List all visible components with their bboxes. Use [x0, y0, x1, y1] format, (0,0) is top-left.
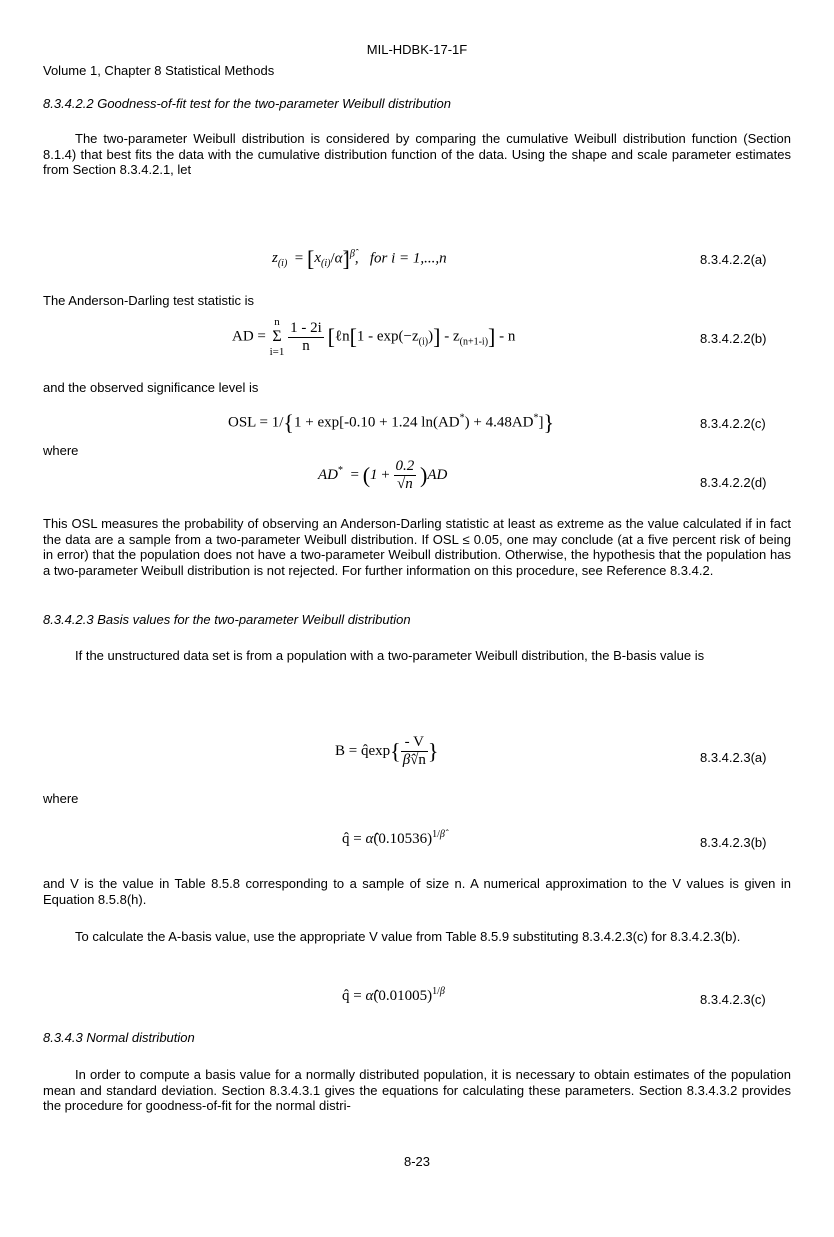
paragraph-osl-interpretation: This OSL measures the probability of observing an Anderson-Darling statistic at least as extreme as the value calculated if in fact the data are a sample from a two-parameter Weibull distribution. If OSL ≤ 0.05, one may conclude (at a five percent risk of being in error) that the population does not have a two-parameter Weibull distribution. Otherwise, the hypothesis that the population has a two-parameter Weibull distribution is not rejected. For further information on this procedure, see Reference 8.3.4.2.: [43, 516, 791, 578]
paragraph-a-basis: To calculate the A-basis value, use the appropriate V value from Table 8.5.9 substituting 8.3.4.2.3(c) for 8.3.4.2.3(b).: [75, 929, 741, 944]
paragraph-ad-intro: The Anderson-Darling test statistic is: [43, 293, 254, 308]
chapter-header: Volume 1, Chapter 8 Statistical Methods: [43, 63, 275, 78]
doc-id-header: MIL-HDBK-17-1F: [366, 42, 468, 57]
paragraph-v-table: and V is the value in Table 8.5.8 corresponding to a sample of size n. A numerical approximation to the V values is given in Equation 8.5.8(h).: [43, 876, 791, 907]
where-label: where: [43, 443, 79, 458]
page-number: 8-23: [403, 1154, 431, 1169]
equation-q-hat-c: q̂ = $\alphâ(0.01005)^{1/\beta}$: [342, 986, 445, 1004]
equation-label: 8.3.4.2.3(a): [700, 750, 767, 765]
equation-ad-star: AD* = (1 + $\frac{0.2}{√n}$ )AD: [318, 458, 448, 492]
section-heading-goodness-of-fit: 8.3.4.2.2 Goodness-of-fit test for the two-parameter Weibull distribution: [43, 96, 452, 111]
equation-label: 8.3.4.2.3(c): [700, 992, 766, 1007]
where-label: where: [43, 791, 79, 806]
equation-label: 8.3.4.2.3(b): [700, 835, 767, 850]
equation-label: 8.3.4.2.2(b): [700, 331, 767, 346]
section-heading-normal: 8.3.4.3 Normal distribution: [43, 1030, 195, 1045]
equation-z-definition: $z_{(i)}$ = $[x_{(i)}/\alphâ]^{\betâ}$, for i = 1,...,n: [272, 246, 447, 271]
equation-q-hat-b: q̂ = $\alphâ(0.10536)^{1/\betâ}$: [342, 829, 445, 847]
equation-osl: OSL = 1/{1 + exp[-0.10 + 1.24 ln(AD*) + 4.48AD*]}: [228, 410, 555, 435]
equation-label: 8.3.4.2.2(d): [700, 475, 767, 490]
paragraph-weibull-intro: The two-parameter Weibull distribution is considered by comparing the cumulative Weibull distribution function (Section 8.1.4) that best fits the data with the cumulative distribution function of the data. Using the shape and scale parameter estimates from Section 8.3.4.2.1, let: [43, 131, 791, 177]
equation-anderson-darling: AD = n Σ i=1 $\frac{1 - 2i}{n}$ [ℓn[1 - $\exp(-z_{(i)})] - z_{(n+1-i)}] - n$: [232, 316, 516, 358]
section-heading-basis-values: 8.3.4.2.3 Basis values for the two-parameter Weibull distribution: [43, 612, 411, 627]
paragraph-bbasis-intro: If the unstructured data set is from a population with a two-parameter Weibull distribution, the B-basis value is: [75, 648, 705, 663]
equation-label: 8.3.4.2.2(c): [700, 416, 766, 431]
equation-b-basis: B = q̂exp{ $\frac{- V}{\betâ√n}$ }: [335, 734, 439, 768]
paragraph-osl-intro: and the observed significance level is: [43, 380, 259, 395]
paragraph-normal-intro: In order to compute a basis value for a normally distributed population, it is necessary to obtain estimates of the population mean and standard deviation. Section 8.3.4.3.1 gives the equations for calculating these parameters. Section 8.3.4.3.2 provides the procedure for goodness-of-fit for the normal distri-: [43, 1067, 791, 1113]
equation-label: 8.3.4.2.2(a): [700, 252, 767, 267]
